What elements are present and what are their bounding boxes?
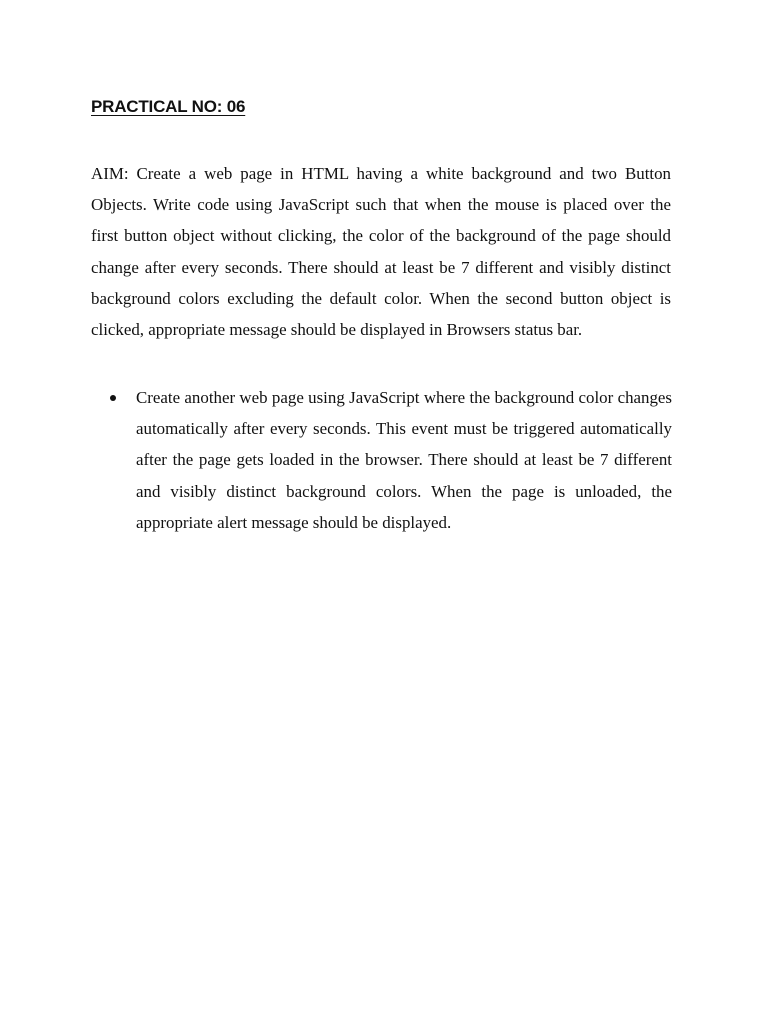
bullet-text: Create another web page using JavaScript where the background color changes automatically after every seconds. This event must be triggered automatically after the page gets loaded in the browser. There should at least be 7 different and visibly distinct background colors. When the page is unloaded, the appropriate alert message should be displayed. — [136, 388, 672, 532]
bullet-item — [110, 382, 672, 538]
aim-paragraph: AIM: Create a web page in HTML having a white background and two Button Objects. Write code using JavaScript such that when the mouse is placed over the first button object without clicking, the color of the background of the page should change after every seconds. There should at least be 7 different and visibly distinct background colors excluding the default color. When the second button object is clicked, appropriate message should be displayed in Browsers status bar. — [91, 164, 671, 340]
bullet-icon — [110, 395, 116, 401]
bullet-list — [110, 382, 672, 538]
practical-heading: PRACTICAL NO: 06 — [91, 97, 246, 116]
